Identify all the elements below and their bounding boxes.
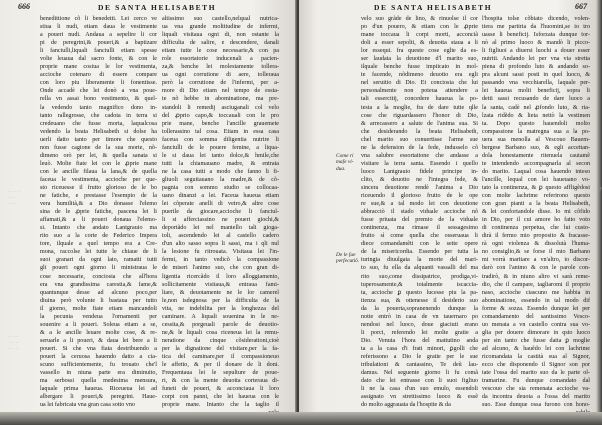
- text-line: vescouo che sia remenata accioche va-: [482, 386, 590, 393]
- text-line: albergare li poueri,& peregrini. Haue-: [40, 394, 157, 401]
- bleed-through-text: ·· ·· ·· ·· ·· · ····· ·: [8, 190, 21, 207]
- text-line: del ꝓprio capo,& toccauali con le pro: [162, 112, 279, 119]
- text-line: Onde accadè che lei donò a vna poue-: [40, 88, 157, 95]
- text-line: pi de peregrini,& poueri,& a baptizare: [40, 40, 157, 47]
- text-line: fermi, in tanto vedicõ la compassione: [162, 257, 279, 264]
- text-line: l'hospita tolse cõbiato dicendo, volen-: [482, 16, 590, 22]
- text-line: che desiderando la beata Helisabeth,: [361, 128, 478, 135]
- text-line: pagnia con sommo studio se collocaa-: [162, 184, 279, 191]
- text-line: rito suo,come dissipatrice, prodiga,vi-: [361, 273, 478, 280]
- text-line: gli poueri ogni giorno li ministraua le: [40, 265, 157, 272]
- text-line: li ne la casa d'un suo emulo, essendoli: [361, 386, 478, 393]
- text-line: ser laudata la deuotione d'l marito suo,: [361, 56, 478, 63]
- text-line: ta, accioche ꝑ questo lucesse piu la pa-: [361, 289, 478, 296]
- text-line: tiera me partiria da l'huomini,se io tro: [482, 24, 590, 31]
- text-line: assignato vn strettissimo luoco & essẽ: [361, 394, 478, 401]
- text-line: dirà il fermo mio proposito & fracasse-: [482, 233, 590, 240]
- text-line: difficulta de salire, e descendere, danali: [162, 40, 279, 47]
- text-line: tali essercitij, concedere haueua la po-: [361, 96, 478, 103]
- text-line: standoli li remedij asciuganali col velo: [162, 104, 279, 111]
- text-line: do marito. Laqual cosa hauendo inteso: [482, 168, 590, 175]
- text-line: doli a esser sepolti, & deuotta staua a li: [361, 40, 478, 47]
- text-line: Frequentaua lei le sepulture de poue-: [162, 370, 279, 377]
- text-line: sollicitamente visitaua,& entraua fami-: [162, 281, 279, 288]
- text-line: visitare la terra santa. Essendo i quello: [361, 160, 478, 167]
- text-line: però la corrutione de l'infermi, per a-: [162, 80, 279, 87]
- text-line: la lesione fu ritrouata. Visitaua lei l'in-: [162, 249, 279, 256]
- text-line: in Dio, per il cui amore ho fatto voto: [482, 217, 590, 224]
- text-line: tienza sua, & ottenesse il desiderio suo: [361, 297, 478, 304]
- text-line: uera sua menolla al Vescouo Bauem-: [482, 136, 590, 143]
- text-line: ilquale benche fusse impiicato in mol-: [361, 64, 478, 71]
- text-line: stiua li nudi, etiam daua le vestimente: [40, 24, 157, 31]
- text-line: poueri. Si che vna fiata destribuendo a: [40, 345, 157, 352]
- text-line: ne la defension de la fede, indusselo cõ: [361, 144, 478, 151]
- text-line: vassello in niuna parte era diminuito,: [40, 370, 157, 377]
- text-line: da incontra deuota a l'ossa del marito: [482, 394, 590, 401]
- text-line: chel marito suo conuertisse l'arme sue: [361, 136, 478, 143]
- text-line: non fusse cagione de la sua morte, nõ-: [40, 144, 157, 151]
- text-line: suo. Esse dunque ossa furono con hono-: [482, 402, 590, 409]
- text-line: benedittione cõ li benedetti. Lei cerco ve: [40, 16, 157, 22]
- text-line: te facende, nõdimeno deuotto era egli: [361, 72, 478, 79]
- text-line: diece comandamẽti con le sette opere: [361, 241, 478, 248]
- text-line: tradirò, & in niuno altro vi sarà reme-: [482, 273, 590, 280]
- left-page-number: 666: [18, 2, 30, 11]
- margin-note-persecutions: De le ſue perſecutiõ.: [336, 252, 360, 265]
- text-line: prie mane, benche l'ancille grauemete: [162, 120, 279, 127]
- text-line: passando vna vecchiarella, laquale per-: [482, 80, 590, 87]
- text-line: faceua con somma diligentia nutrire li: [162, 136, 279, 143]
- text-line: scuno sufficientemente, fu trouato che'l: [40, 362, 157, 369]
- text-line: lei cõperate anelli di vetro,& altre cose: [162, 201, 279, 208]
- text-line: sincera deuotione rendè l'anima a Dio: [361, 184, 478, 191]
- right-page-column-2: [482, 15, 590, 417]
- text-line: comandamento del santissimo Vesco-: [482, 313, 590, 320]
- text-line: & arrecassero a salute de l'anima sua. Si: [361, 120, 478, 127]
- text-line: dola honestamente ritenuela cautamẽ: [482, 152, 590, 159]
- text-line: ri, & con la mente deuotta corteraua di-: [162, 378, 279, 385]
- text-line: cose necessarie, conciosia che all'hora: [40, 273, 157, 280]
- text-line: to suo, fu ella da alquanti vassalli del ma: [361, 265, 478, 272]
- text-line: ad alcuno, & hauẽdo lei con lachrime: [482, 345, 590, 352]
- text-line: seruarle a li poueri, & daua lei bere a li: [40, 337, 157, 344]
- text-line: tribulationi & cantassino, Te deũ lau-: [361, 362, 478, 369]
- book-bottom-edge: [0, 412, 602, 425]
- text-line: a poueri nudi. Andaua a sepelire li cor: [40, 32, 157, 39]
- text-line: vna salubre essortatione che andasse a: [361, 152, 478, 159]
- text-line: con gran pianti a la beata Helisabeth,: [482, 201, 590, 208]
- text-line: lor essequi. fra queste cose eglie da es-: [361, 48, 478, 55]
- text-line: tica del caminare,per il compassioneuo: [162, 353, 279, 360]
- text-line: frutto sì come quella che osseruaua li: [361, 233, 478, 240]
- text-line: ua vna grande moltitudine de infermi,: [162, 24, 279, 31]
- text-line: testa a la moglie, fra de dare tutte qlle: [361, 104, 478, 111]
- text-line: velo suo grãde de lino, & rinuolse il cor: [361, 16, 478, 22]
- text-line: more di Dio etiam nel tempo de essta-: [162, 88, 279, 95]
- text-line: l'ancille, lequal con lei haueuano vo-: [482, 176, 590, 183]
- text-line: do molto aggrauata da l'hospite & da: [361, 402, 451, 409]
- text-line: proprie mane cosiua le lor vestimenta,: [40, 64, 157, 71]
- text-line: diuina però volunte li bastaua per tutto: [40, 297, 157, 304]
- text-line: no consiglio,& se forse il mio Barbano: [482, 249, 590, 256]
- text-line: ligentia ricercãdo il loro alloggiamento,: [162, 273, 279, 280]
- text-line: ricomandata la castità sua al Signor,: [482, 353, 590, 360]
- text-line: sto riceuesse il frutto glorioso de le bo: [40, 184, 157, 191]
- text-line: deportãdo lei nel mantello tali gioga-: [162, 225, 279, 232]
- text-line: ma serbossi quella medesima mensura,: [40, 378, 157, 385]
- text-line: uasse li beneficij. Isforzata dunque tor-: [482, 32, 590, 39]
- text-line: toli, ascendendo lei al castello cadero: [162, 233, 279, 240]
- text-line: le,non isdegnosa per la difficulta de la: [162, 297, 279, 304]
- text-line: si. Intanto che andato Lantgrauio ma: [40, 225, 157, 232]
- text-line: notte entrò in casa de vn tauernaro po: [361, 313, 478, 320]
- text-line: lei haueua molti beneficij, sopra li: [482, 88, 590, 95]
- text-line: naso, accioche ciascuno me habbia in: [482, 289, 590, 296]
- text-line: tate l'ossa del marito suo da le parte ol-: [482, 370, 590, 377]
- text-line: te intendendo accompagnarla al secon: [482, 160, 590, 167]
- text-line: per la dignatione del visitare,per la fa-: [162, 345, 279, 352]
- text-line: personalmente non poteua attendere a: [361, 88, 478, 95]
- text-line: & lei confortandole disse. Io mi cõfido: [482, 209, 590, 216]
- text-line: piena di profondo luto & andando so-: [482, 64, 590, 71]
- text-line: li porci, referendo lei molte gratie a: [361, 329, 478, 336]
- left-page-column-1: [40, 15, 157, 409]
- text-line: mi vorrà maritare a vn'altro, io discor-: [482, 257, 590, 264]
- text-line: fusse priuata del premio de la viduale: [361, 217, 478, 224]
- text-line: ua lei fabricata vna gran casa sotto vno: [40, 402, 135, 409]
- text-line: faceua le vestimenta, accioche per que-: [40, 176, 157, 183]
- text-line: credeuano che fusse morta, laqualcosa: [40, 120, 157, 127]
- right-page: [299, 0, 602, 412]
- text-line: liquali visitaua ogni di, non ostante la: [162, 32, 279, 39]
- text-line: neratione da cinque cõsiderationi,cioè: [162, 337, 279, 344]
- text-line: tato la continenza, & ꝑ questo affligẽdosi: [482, 184, 590, 191]
- text-line: cose che riguardassero l'honor di Dio,: [361, 112, 478, 119]
- text-line: pra alcuni sassi posti in quel luoco, &: [482, 72, 590, 79]
- text-line: suoi granari da ogni lato, ramatti tutti: [40, 257, 157, 264]
- text-line: luoco Lantgrauio fidele principe in-: [361, 168, 478, 175]
- text-line: forme & sozza. Essendo dunque lei per: [482, 305, 590, 312]
- right-running-head: DE SANTA HELISABETH: [374, 3, 493, 12]
- text-line: darò con l'animo & con le parole con-: [482, 265, 590, 272]
- text-line: rà ogni violenza & dissolutà l'huma-: [482, 241, 590, 248]
- text-line: li figliuoi a diuersi luochi a douer esser: [482, 48, 590, 55]
- text-line: vedendo la beata Helisabeth si dolse ha: [40, 128, 157, 135]
- text-line: souenire a li poueri. Soleua etiam a se,: [40, 321, 157, 328]
- text-line: liare, & deuotamente ne le lor camerel: [162, 289, 279, 296]
- text-line: caminare. A liquali souenina in le ne-: [162, 313, 279, 320]
- text-line: po d'un pouero, & etiam con le ꝓprie: [361, 24, 478, 31]
- left-page: [0, 0, 297, 412]
- text-line: tuperosamente,& totalmente iscaccia-: [361, 281, 478, 288]
- text-line: mane toccaua li corpi morti, acconciã: [361, 32, 478, 39]
- text-line: vita, ne indebilita per la longhezza del: [162, 305, 279, 312]
- text-line: riceuendo il glorioso frutto de le ope: [361, 193, 478, 200]
- text-line: nel seruitio di Dio. Et conciosia che lui: [361, 80, 478, 87]
- text-line: turingia diuulgata la morte del mari-: [361, 257, 478, 264]
- text-line: tutti la chiamauano madre, & entrata: [162, 160, 279, 167]
- text-line: quantunque desse ad alcuno poco,per: [40, 289, 157, 296]
- margin-note-widowhood: Come ri maſe vi- dua.: [336, 153, 354, 172]
- text-line: mona, raccolse lei tutte le chiaue de li: [40, 249, 157, 256]
- text-line: era vna grandissima carestia,& fame,&: [40, 281, 157, 288]
- text-line: te nõ hebbe in abominatione, ma pre-: [162, 96, 279, 103]
- text-line: la vedendo tanto magnifico dono in-: [40, 104, 157, 111]
- right-page-column-1: [361, 15, 478, 409]
- text-line: da la pouerta,sopranenendo dunque la: [361, 305, 478, 312]
- text-line: funeti de poueri, & acconciaua li loro: [162, 386, 279, 393]
- text-line: dato che lei entrasse con li suoi figliuo: [361, 378, 478, 385]
- right-page-number: 667: [575, 2, 587, 11]
- text-line: bergese Barbano suo, & egli accettan-: [482, 144, 590, 151]
- text-line: lzata ridẽdo & lieta nettò la vestimen: [482, 112, 590, 119]
- text-line: tore, ilquale a quel tempo era a Cre-: [40, 241, 157, 248]
- text-line: role essortatorie inducenali a pacien-: [162, 56, 279, 63]
- text-line: con le ancille filaua la lana,& de quella: [40, 168, 157, 175]
- text-line: la pecunia vendeua l'ornamenti per: [40, 313, 157, 320]
- text-line: li fanciulli,liquali fanciulli etiam spesse: [40, 48, 157, 55]
- text-line: Dio. Venuta l'hora del mattutino anda: [361, 337, 478, 344]
- text-line: accioche cotenaro di essere compare: [40, 72, 157, 79]
- pencil-annotation: 7: [597, 186, 602, 196]
- text-line: d'un alto sasso sopra li sassi, ma i qli nul: [162, 241, 279, 248]
- text-line: corpi con panni, che lei haueua con le: [162, 394, 279, 401]
- text-line: li si afferciassino ne poueri giochi,&: [162, 217, 279, 224]
- text-line: cessita,& porgeuali parole de deuotio-: [162, 321, 279, 328]
- text-line: dimeno orò per lei, & quella sanata si: [40, 152, 157, 159]
- text-line: rito suo a la corte de Federico Impera: [40, 233, 157, 240]
- text-line: leuò. Molte fiate lei con le ꝓprie mane: [40, 160, 157, 167]
- text-line: abbracciò il stado viduale accioche nõ: [361, 209, 478, 216]
- text-line: laquale prima haueua. Riceueua lei ad: [40, 386, 157, 393]
- text-line: dio, che il campare, tagliaromi il proprio: [482, 281, 590, 288]
- text-line: & a le ancille leuare molte cose, & re-: [40, 329, 157, 336]
- text-line: altissimo suo castello,nelqual nutrica-: [162, 16, 279, 22]
- text-line: abominatione, essendo in tal modo dif: [482, 297, 590, 304]
- text-line: uerli datto tanto per timore che questo: [40, 136, 157, 143]
- text-line: uo menata a vn castello contra sua vo-: [482, 321, 590, 328]
- text-line: fanciulli de le pouere femine, a liqua-: [162, 144, 279, 151]
- text-line: rella vn assai bono vestimento, & quel-: [40, 96, 157, 103]
- text-line: per sin tanto che fusse datta ꝑ moglie: [482, 337, 590, 344]
- text-line: za,& benche lei molestamente tollera-: [162, 64, 279, 71]
- text-line: re sue,& a tal modo lei con deuotione: [361, 201, 478, 208]
- text-line: compassione la matregna sua a la po-: [482, 128, 590, 135]
- text-line: tollerassino tal cosa. Etiam in essa casa: [162, 128, 279, 135]
- text-line: etiam tutte le cose necessarie,& con pa: [162, 48, 279, 55]
- text-line: glia per douere dimorare in qsto luoco: [482, 329, 590, 336]
- text-line: nendosi nel luoco, doue giaciuti erano: [361, 321, 478, 328]
- text-line: gliuoli seguitauano la madre,& de cõ-: [162, 176, 279, 183]
- text-line: ne,& le liquali cosa riceneua lei la remu-: [162, 329, 279, 336]
- text-line: detti sassi recusando de dare luoco a: [482, 96, 590, 103]
- text-line: le affetto, & per il donare de li doni.: [162, 362, 279, 369]
- left-running-head: DE SANTA HELISABETH: [98, 3, 217, 12]
- text-line: di continenza perpetua, che lui custo-: [482, 225, 590, 232]
- text-line: ne fatiche, e prestasse l'esempio de la: [40, 193, 157, 200]
- text-line: referissono a Dio le gratie per le sue: [361, 353, 478, 360]
- text-line: sina de le ꝓprie fatiche, pascena lei li: [40, 209, 157, 216]
- text-line: ua ogni corrutione di aere, tolleraua: [162, 72, 279, 79]
- text-line: poueri la ceruosa hauendo datto a cia-: [40, 353, 157, 360]
- bleed-through-text: ·· ··· · ·· ·· ·· · ··: [8, 335, 19, 352]
- text-line: con molte lachrime referirono questo: [482, 193, 590, 200]
- text-line: tramarine. Fu dunque comandato dal: [482, 378, 590, 385]
- text-line: vera humilità,& a Dio donasse l'elemo: [40, 201, 157, 208]
- text-line: le si daua lei tanto dolce,& hmile,che: [162, 152, 279, 159]
- text-line: ta. Dopo questo hauendoli molto: [482, 120, 590, 127]
- text-line: puerile da giocare,accioche li fanciul-: [162, 209, 279, 216]
- text-line: con loro piu liberamente li fonentisse.: [40, 80, 157, 87]
- text-line: damus. Nel seguente giorno li fu comã: [361, 370, 478, 377]
- text-line: tanto rallegrosse, che cadota in terra si: [40, 112, 157, 119]
- text-line: clito, & deuotto ne l'integra fede, &: [361, 176, 478, 183]
- text-line: il giorno, molte fiate etiam mancandoli: [40, 305, 157, 312]
- text-line: ecco che disponendo il Signor son por: [482, 362, 590, 369]
- text-line: nutriti. Andando lei per vna via stretta: [482, 56, 590, 63]
- text-line: affamati,& a li poueri donaua l'elemo-: [40, 217, 157, 224]
- text-line: la santa, cadè nel ꝓfondo luto, & ria-: [482, 104, 590, 111]
- text-line: uano dinanzi a lei. Faceua haueua etiam: [162, 193, 279, 200]
- text-line: ta a la casa d'i frati minori, ꝑgolli che: [361, 345, 478, 352]
- text-line: ne la casa tutti a modo che fanno li fi-: [162, 168, 279, 175]
- text-line: de miseri l'animo suo, che con gran di-: [162, 265, 279, 272]
- text-line: de la misericordia. Essendo per tutta la: [361, 249, 478, 256]
- text-line: proprie mane. Intanto che la taglio il: [162, 402, 279, 409]
- text-line: continenza, ma rimase il sessagesimo: [361, 225, 478, 232]
- left-page-column-2: [162, 15, 279, 417]
- text-line: volte leuaua dal sacro fonte, & con le: [40, 56, 157, 63]
- text-line: nò al primo luoco & mandò li picco-: [482, 40, 590, 47]
